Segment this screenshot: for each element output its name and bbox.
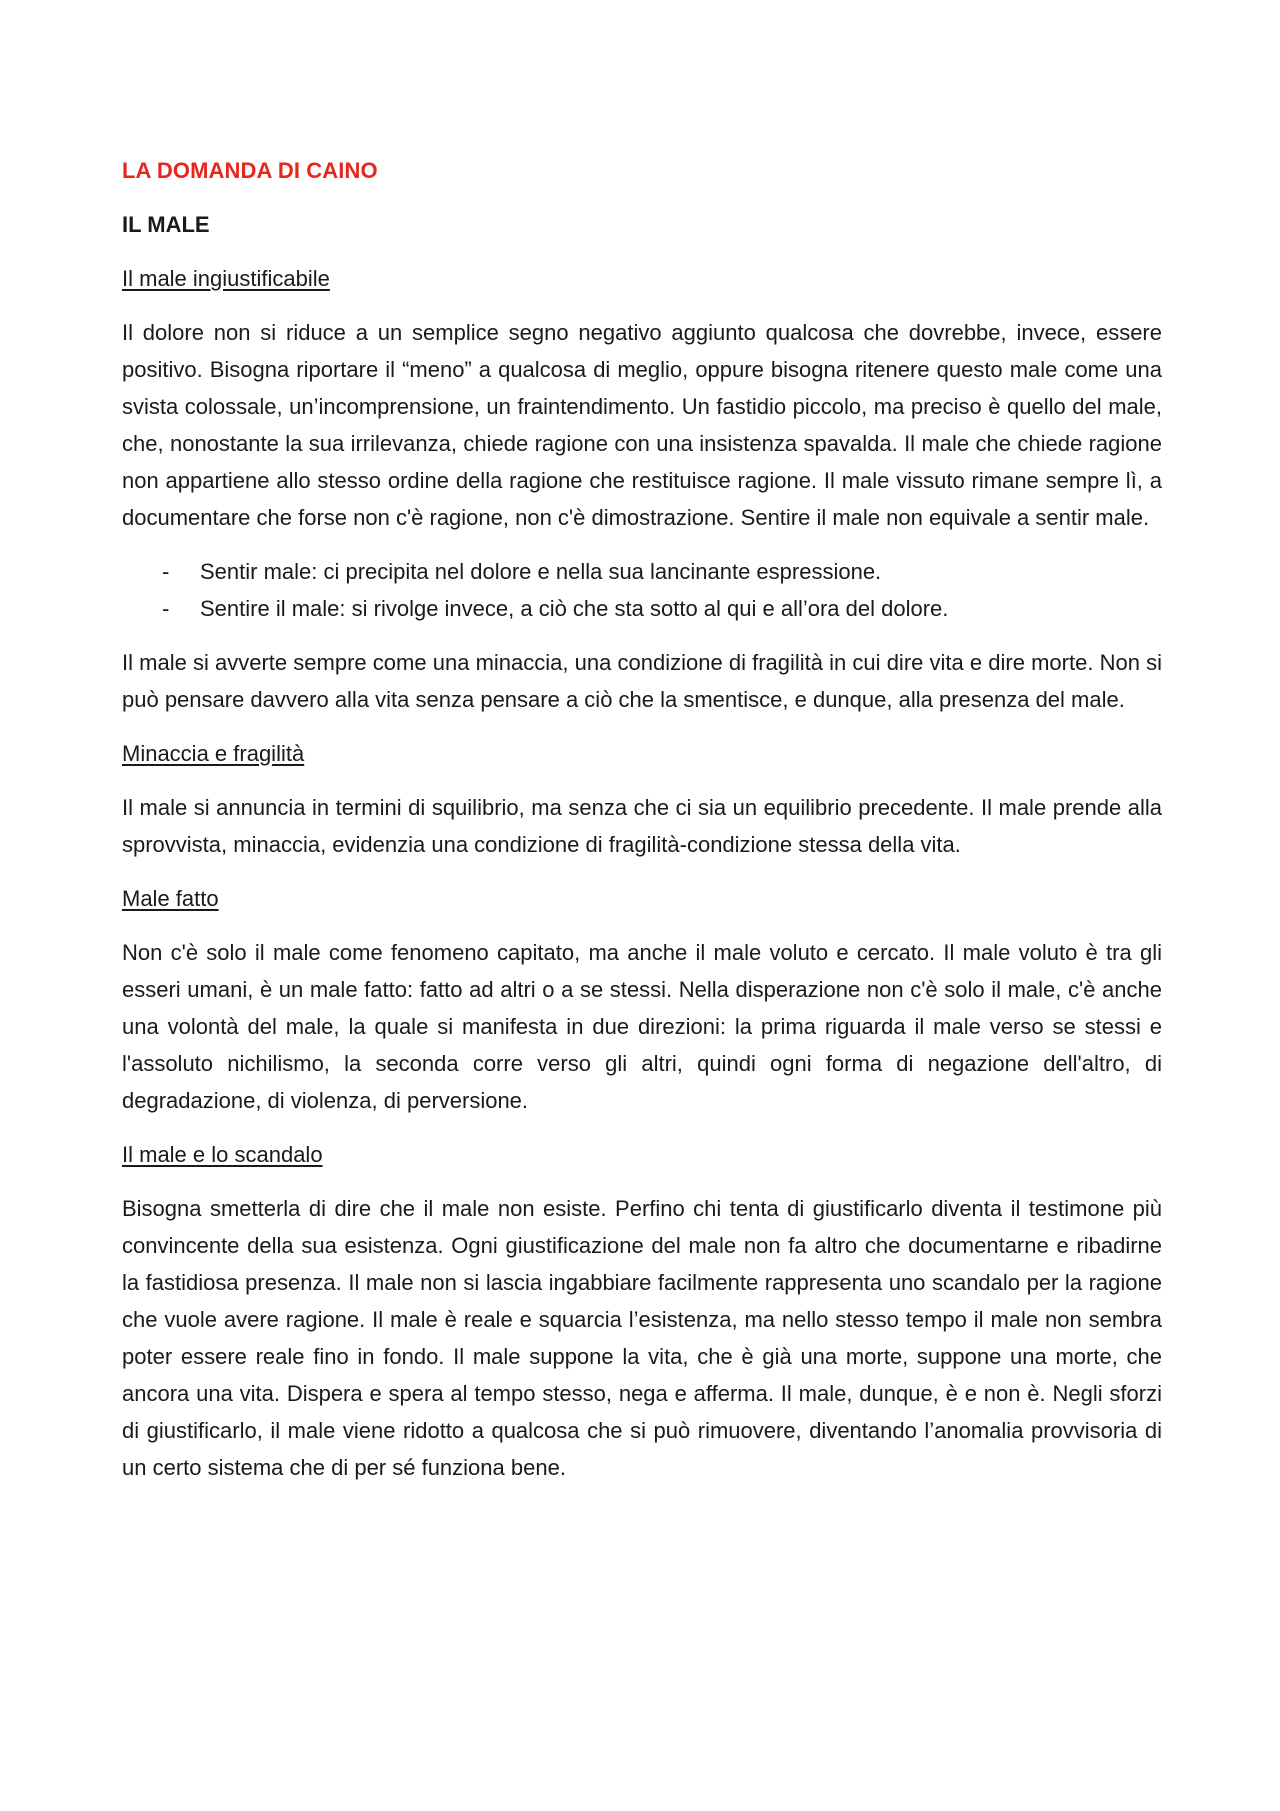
list-item	[122, 590, 1162, 627]
paragraph: Bisogna smetterla di dire che il male non esiste. Perfino chi tenta di giustificarlo diventa il testimone più convincente della sua esistenza. Ogni giustificazione del male non fa altro che documentarne e ribadirne la fastidiosa presenza. Il male non si lascia ingabbiare facilmente rappresenta uno scandalo per la ragione che vuole avere ragione. Il male è reale e squarcia l’esistenza, ma nello stesso tempo il male non sembra poter essere reale fino in fondo. Il male suppone la vita, che è già una morte, suppone una morte, che ancora una vita. Dispera e spera al tempo stesso, nega e afferma. Il male, dunque, è e non è. Negli sforzi di giustificarlo, il male viene ridotto a qualcosa che si può rimuovere, diventando l’anomalia provvisoria di un certo sistema che di per sé funziona bene.	[122, 1196, 1162, 1480]
section-heading-male-ingiustificabile: Il male ingiustificabile	[122, 266, 330, 291]
dash-bullet: -	[162, 596, 170, 621]
document-page	[122, 152, 1162, 1503]
paragraph: Il male si annuncia in termini di squilibrio, ma senza che ci sia un equilibrio precedente. Il male prende alla sprovvista, minaccia, evidenzia una condizione di fragilità-condizione stessa della vita.	[122, 795, 1162, 857]
section-heading-minaccia-fragilita: Minaccia e fragilità	[122, 741, 305, 766]
section-heading-male-scandalo: Il male e lo scandalo	[122, 1142, 323, 1167]
list-item-text: Sentir male: ci precipita nel dolore e nella sua lancinante espressione.	[200, 559, 882, 584]
list-item	[122, 553, 1162, 590]
bullet-list	[122, 553, 1162, 627]
paragraph: Il male si avverte sempre come una minaccia, una condizione di fragilità in cui dire vita e dire morte. Non si può pensare davvero alla vita senza pensare a ciò che la smentisce, e dunque, alla presenza del male.	[122, 650, 1162, 712]
list-item-text: Sentire il male: si rivolge invece, a ciò che sta sotto al qui e all’ora del dolore.	[200, 596, 949, 621]
section-heading-male-fatto: Male fatto	[122, 886, 219, 911]
paragraph: Il dolore non si riduce a un semplice segno negativo aggiunto qualcosa che dovrebbe, invece, essere positivo. Bisogna riportare il “meno” a qualcosa di meglio, oppure bisogna ritenere questo male come una svista colossale, un’incomprensione, un fraintendimento. Un fastidio piccolo, ma preciso è quello del male, che, nonostante la sua irrilevanza, chiede ragione con una insistenza spavalda. Il male che chiede ragione non appartiene allo stesso ordine della ragione che restituisce ragione. Il male vissuto rimane sempre lì, a documentare che forse non c'è ragione, non c'è dimostrazione. Sentire il male non equivale a sentir male.	[122, 320, 1162, 530]
document-subtitle: IL MALE	[122, 212, 210, 237]
dash-bullet: -	[162, 559, 170, 584]
document-title: LA DOMANDA DI CAINO	[122, 158, 378, 183]
paragraph: Non c'è solo il male come fenomeno capitato, ma anche il male voluto e cercato. Il male voluto è tra gli esseri umani, è un male fatto: fatto ad altri o a se stessi. Nella disperazione non c'è solo il male, c'è anche una volontà del male, la quale si manifesta in due direzioni: la prima riguarda il male verso se stessi e l'assoluto nichilismo, la seconda corre verso gli altri, quindi ogni forma di negazione dell'altro, di degradazione, di violenza, di perversione.	[122, 940, 1162, 1113]
